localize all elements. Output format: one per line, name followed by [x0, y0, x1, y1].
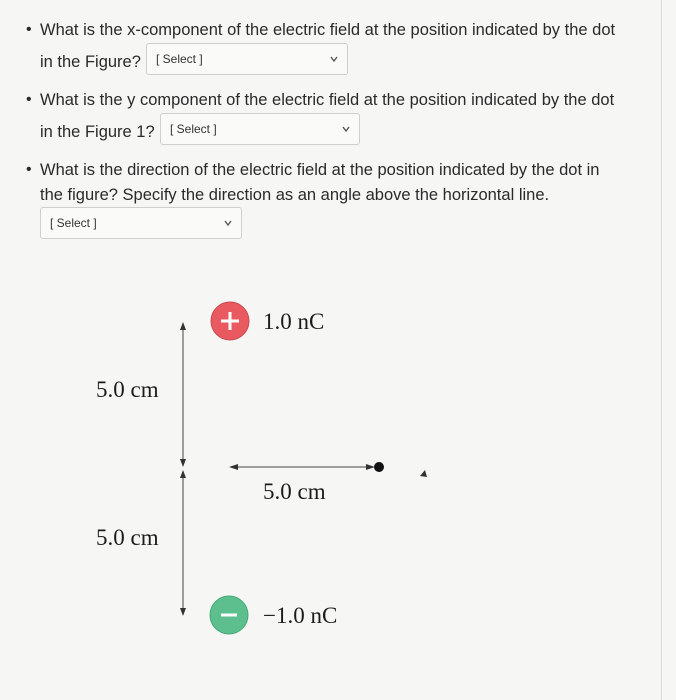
bullet: • [26, 161, 32, 178]
horizontal-distance-label: 5.0 cm [263, 479, 326, 504]
arrowhead-right [366, 464, 375, 470]
select-label: [ Select ] [50, 216, 97, 230]
lower-distance-label: 5.0 cm [96, 525, 159, 550]
arrowhead-up [180, 322, 186, 330]
select-label: [ Select ] [170, 122, 217, 136]
question-3-line-2: the figure? Specify the direction as an angle above the horizontal line. [40, 186, 550, 204]
question-3-line-1: What is the direction of the electric field at the position indicated by the dot in [40, 161, 600, 179]
arrowhead-down [180, 608, 186, 616]
question-1-line-1: What is the x-component of the electric field at the position indicated by the dot [40, 21, 616, 39]
arrowhead-left [229, 464, 238, 470]
positive-charge-label: 1.0 nC [263, 309, 325, 334]
cursor-mark [420, 470, 427, 477]
arrowhead-up [180, 470, 186, 478]
select-label: [ Select ] [156, 52, 203, 66]
bullet: • [26, 21, 32, 38]
field-point-dot [374, 462, 384, 472]
negative-charge-label: −1.0 nC [263, 603, 338, 628]
arrowhead-down [180, 459, 186, 467]
upper-distance-label: 5.0 cm [96, 377, 159, 402]
question-1-line-2: in the Figure? [40, 53, 141, 71]
question-2-line-1: What is the y component of the electric field at the position indicated by the dot [40, 91, 615, 109]
bullet: • [26, 91, 32, 108]
question-2-line-2: in the Figure 1? [40, 123, 155, 141]
